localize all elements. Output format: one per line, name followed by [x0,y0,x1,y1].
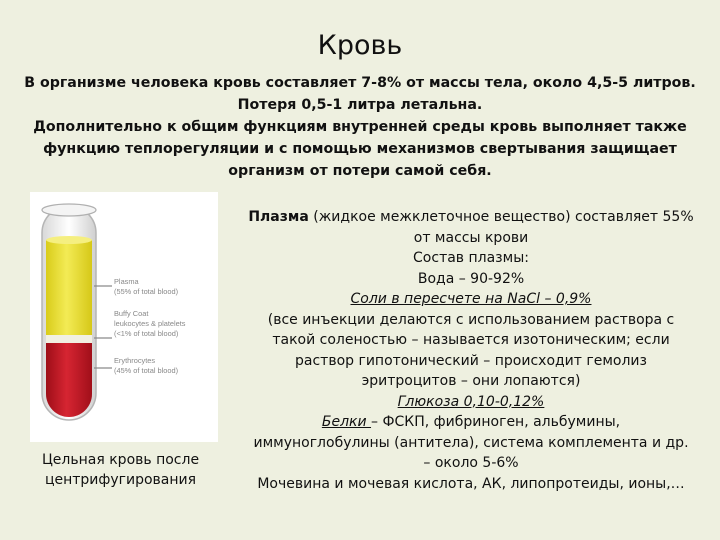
plasma-proteins-line [226,412,716,433]
plasma-layer [46,240,92,335]
proteins-list: – ФСКП, фибриноген, альбумины, [371,414,621,430]
slide-title: Кровь [317,30,403,61]
plasma-glucose: Глюкоза 0,10-0,12% [397,393,545,410]
intro-text [20,72,700,182]
erythrocytes-layer [46,343,92,417]
plasma-line: от массы крови [413,229,529,246]
plasma-label: Plasma [114,277,139,286]
plasma-salts: Соли в пересчете на NaCl – 0,9% [350,291,592,307]
intro-line: Дополнительно к общим функциям внутренней среды кровь выполняет также [33,119,687,135]
intro-line: функцию теплорегуляции и с помощью механизмов свертывания защищает [43,141,677,157]
test-tube-figure [30,192,218,442]
centrifuged-blood-tube-illustration [30,192,218,442]
plasma-line: – около 5-6% [423,455,519,471]
plasma-def: (жидкое межклеточное вещество) составляет 55% [308,209,694,225]
buffy-coat-label: Buffy Coat [114,309,149,318]
erythrocytes-percent-label: (45% of total blood) [114,366,179,375]
proteins-term: Белки [321,414,372,430]
intro-line: Потеря 0,5-1 литра летальна. [237,97,483,113]
intro-line: В организме человека кровь составляет 7-8% от массы тела, около 4,5-5 литров. [24,75,696,91]
plasma-water: Вода – 90-92% [417,270,525,287]
plasma-meniscus [46,236,92,244]
buffy-coat-percent-label: (<1% of total blood) [114,329,179,338]
intro-line: организм от потери самой себя. [228,163,492,179]
plasma-line: такой соленостью – называется изотоническим; если [272,332,670,348]
plasma-line: иммуноглобулины (антитела), система комплемента и др. [253,434,689,451]
plasma-line: эритроцитов – они лопаются) [361,373,581,389]
plasma-line-1 [226,207,716,228]
figure-caption [18,450,223,490]
plasma-percent-label: (55% of total blood) [114,287,179,296]
buffy-coat-contents-label: leukocytes & platelets [114,319,186,328]
plasma-line: (все инъекции делаются с использованием раствора с [267,311,675,328]
buffy-coat-layer [46,335,92,343]
caption-line: центрифугирования [44,472,197,488]
caption-line: Цельная кровь после [41,452,200,468]
plasma-line: Мочевина и мочевая кислота, АК, липопротеиды, ионы,… [257,475,685,492]
plasma-term: Плазма [248,209,309,225]
tube-rim [42,204,96,216]
erythrocytes-label: Erythrocytes [114,356,156,365]
plasma-description [226,207,716,494]
plasma-composition-heading: Состав плазмы: [413,250,529,266]
plasma-line: раствор гипотонический – происходит гемолиз [295,352,647,369]
